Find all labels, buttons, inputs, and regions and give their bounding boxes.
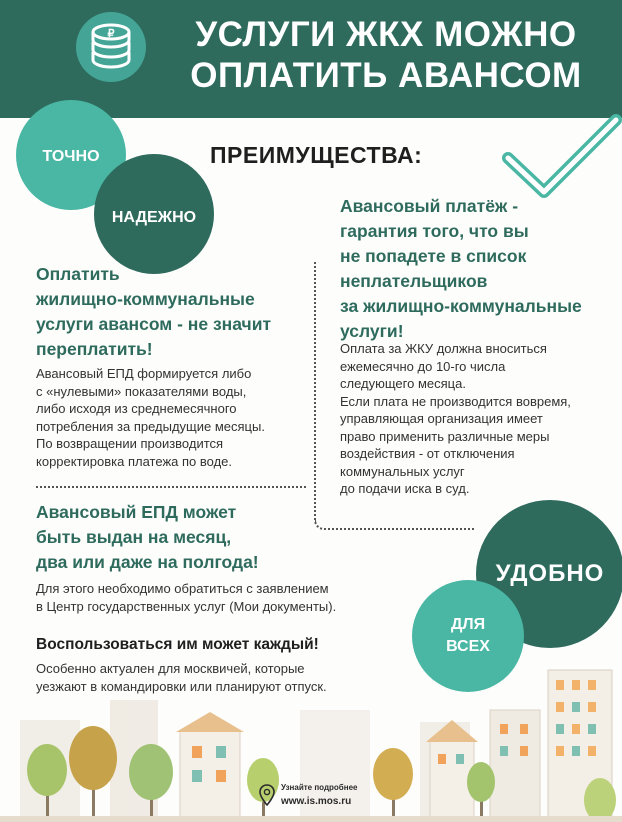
text-line: Оплатить — [36, 264, 120, 284]
text-line: жилищно-коммунальные — [36, 289, 255, 309]
coin-stack-icon — [76, 12, 146, 82]
right-paragraph-1 — [340, 340, 610, 498]
right-heading-1 — [340, 194, 610, 344]
text-line: воздействия - от отключения — [340, 446, 515, 461]
header-banner — [0, 0, 622, 118]
text-line: не попадете в список — [340, 246, 527, 266]
text-line: Авансовый ЕПД может — [36, 502, 237, 522]
badge-udobno: УДОБНО — [476, 500, 622, 648]
title-line-2: ОПЛАТИТЬ АВАНСОМ — [190, 56, 582, 95]
text-line: переплатить! — [36, 339, 153, 359]
text-line: Оплата за ЖКУ должна вноситься — [340, 341, 547, 356]
coin-badge — [76, 12, 146, 82]
badge-nadezhno: НАДЕЖНО — [94, 154, 214, 274]
left-paragraph-2 — [36, 580, 386, 615]
dotted-divider-vertical — [314, 262, 316, 520]
website-link[interactable]: www.is.mos.ru — [281, 796, 352, 807]
badge-tochno: ТОЧНО — [16, 100, 126, 210]
text-line: потребления за предыдущие месяцы. — [36, 418, 265, 434]
text-line: Для этого необходимо обратиться с заявлением — [36, 581, 329, 596]
left-callout: Воспользоваться им может каждый! — [36, 636, 319, 653]
badge-vsekh-line: ВСЕХ — [446, 638, 490, 655]
text-line: Особенно актуален для москвичей, которые — [36, 661, 305, 676]
text-line: По возвращении производится — [36, 436, 224, 451]
text-line: быть выдан на месяц, — [36, 527, 232, 547]
advantages-heading: ПРЕИМУЩЕСТВА: — [210, 142, 423, 168]
text-line: два или даже на полгода! — [36, 552, 259, 572]
text-line: Авансовый платёж - — [340, 196, 519, 216]
location-pin-icon — [259, 784, 275, 806]
text-line: Авансовый ЕПД формируется либо — [36, 366, 252, 381]
ruble-symbol: ₽ — [107, 28, 115, 40]
text-line: коммунальных услуг — [340, 463, 465, 479]
page-title — [166, 14, 606, 96]
text-line: Если плата не производится вовремя, — [340, 393, 571, 409]
badge-dlya-vsekh — [412, 580, 524, 692]
text-line: за жилищно-коммунальные — [340, 296, 582, 316]
text-line: управляющая организация имеет — [340, 411, 543, 426]
text-line: либо исходя из среднемесячного — [36, 401, 237, 416]
text-line: ежемесячно до 10-го числа — [340, 358, 506, 374]
title-line-1: УСЛУГИ ЖКХ МОЖНО — [195, 15, 577, 54]
text-line: следующего месяца. — [340, 376, 466, 391]
left-heading-1 — [36, 262, 296, 362]
text-line: уезжают в командировки или планируют отпуск. — [36, 678, 327, 694]
dotted-divider — [36, 486, 306, 488]
text-line: услуги авансом - не значит — [36, 314, 272, 334]
text-line: услуги! — [340, 321, 404, 341]
badge-dlya-line: ДЛЯ — [450, 616, 486, 633]
text-line: корректировка платежа по воде. — [36, 453, 232, 469]
left-paragraph-1 — [36, 365, 311, 470]
text-line: до подачи иска в суд. — [340, 481, 470, 496]
text-line: гарантия того, что вы — [340, 221, 529, 241]
more-info-label: Узнайте подробнее — [281, 783, 358, 792]
text-line: с «нулевыми» показателями воды, — [36, 383, 247, 399]
dotted-divider-corner — [314, 520, 474, 530]
left-heading-2 — [36, 500, 311, 575]
text-line: в Центр государственных услуг (Мои документы). — [36, 598, 337, 614]
checkmark-icon — [500, 106, 622, 206]
text-line: право применить различные меры — [340, 428, 550, 444]
text-line: неплательщиков — [340, 271, 488, 291]
